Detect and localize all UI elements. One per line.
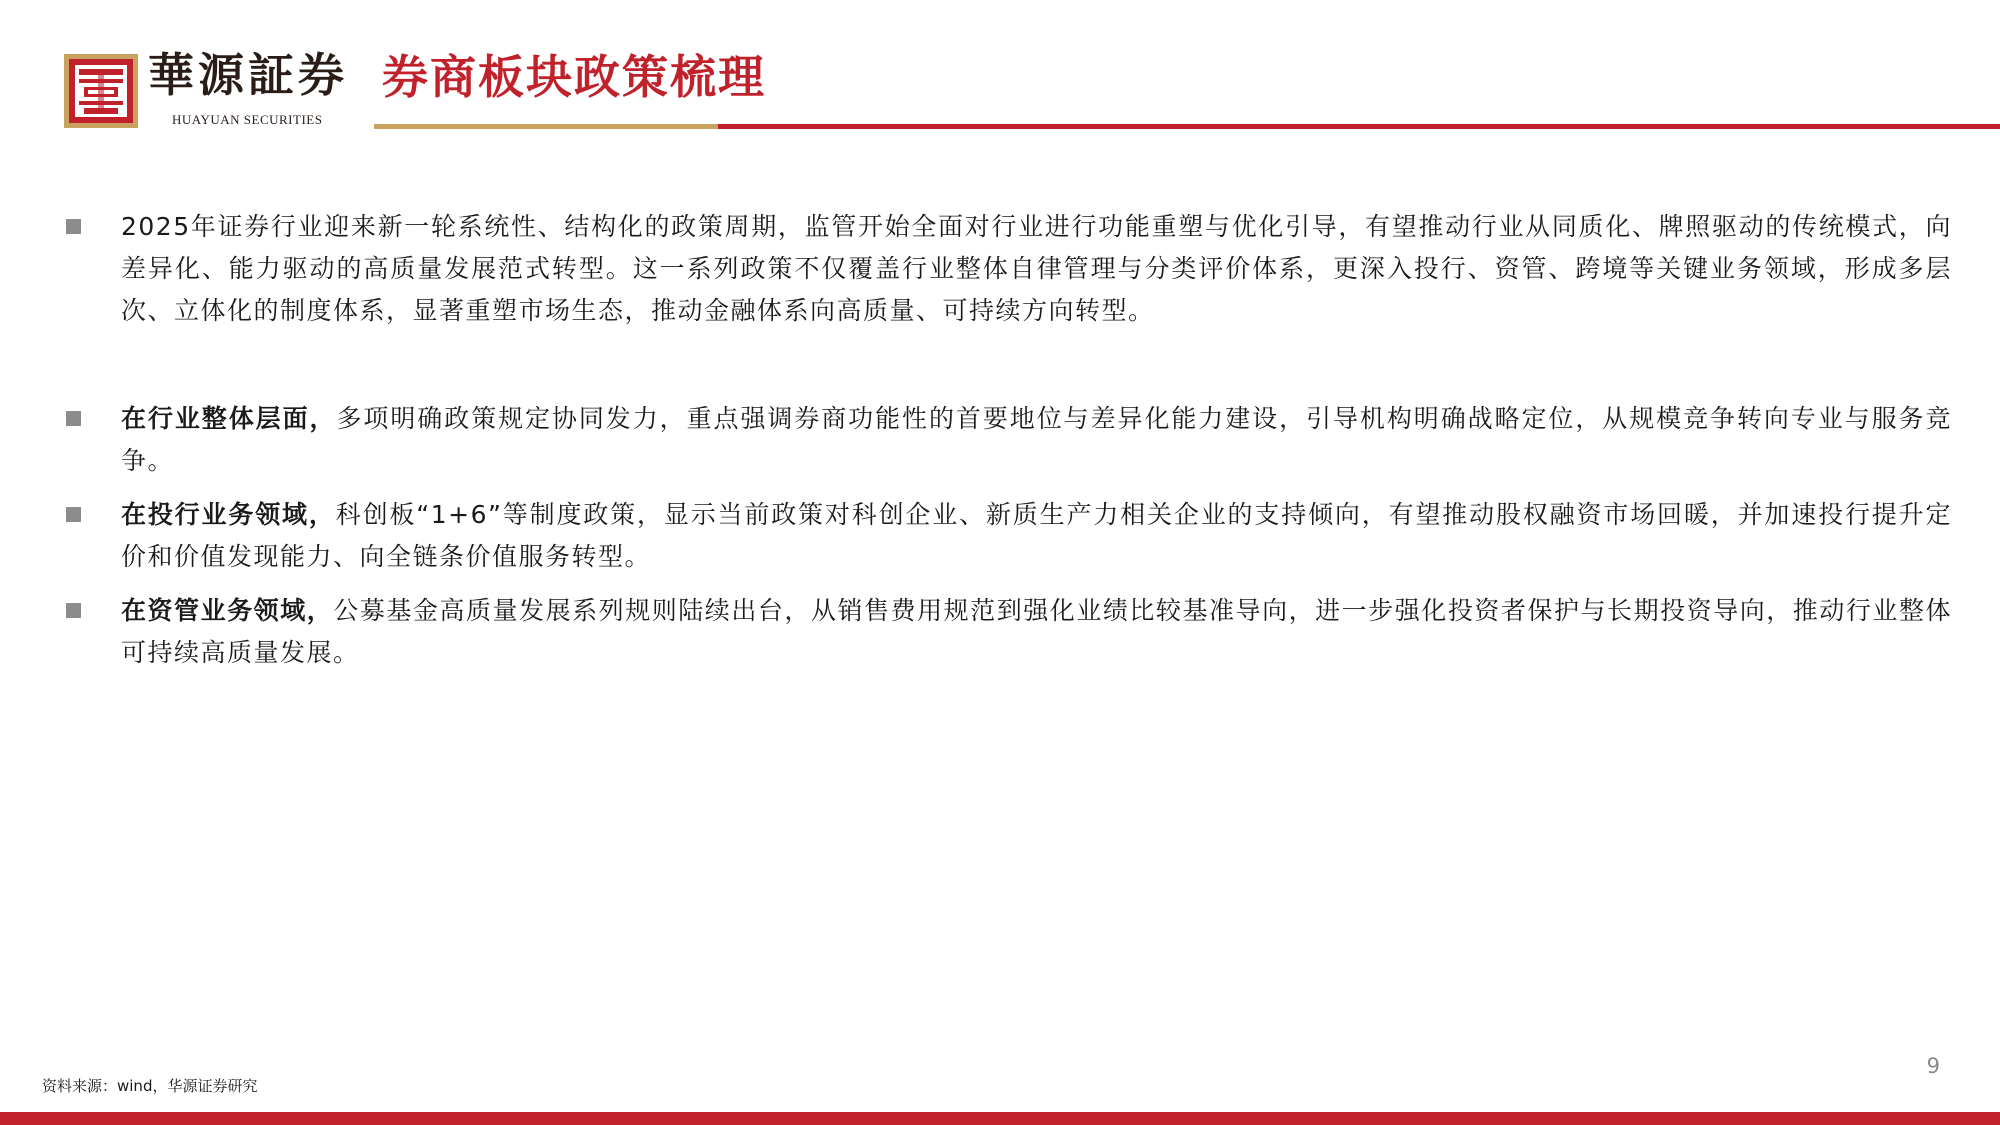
bullet-body: 公募基金高质量发展系列规则陆续出台，从销售费用规范到强化业绩比较基准导向，进一步强化投资者保护与长期投资导向，推动行业整体可持续高质量发展。: [121, 596, 1952, 667]
square-bullet-icon: [66, 411, 81, 426]
bullet-body: 科创板“1+6”等制度政策，显示当前政策对科创企业、新质生产力相关企业的支持倾向，有望推动股权融资市场回暖，并加速投行提升定价和价值发现能力、向全链条价值服务转型。: [121, 500, 1952, 571]
bullet-body: 多项明确政策规定协同发力，重点强调券商功能性的首要地位与差异化能力建设，引导机构明确战略定位，从规模竞争转向专业与服务竞争。: [121, 404, 1952, 475]
page-title: 券商板块政策梳理: [382, 50, 766, 104]
bullet-lead: 在投行业务领域，: [121, 500, 336, 529]
square-bullet-icon: [66, 507, 81, 522]
footer-bar: [0, 1112, 2000, 1125]
title-underline-red: [718, 124, 2000, 129]
huayuan-logo-icon: [64, 54, 138, 128]
page-number: 9: [1926, 1054, 1940, 1078]
bullet-lead: 在行业整体层面，: [121, 404, 337, 433]
bullet-text: [121, 398, 1952, 482]
bullet-item-asset-management: [66, 590, 1952, 674]
bullet-lead: 在资管业务领域，: [121, 596, 334, 625]
logo-text: 華源証券: [148, 48, 348, 102]
title-underline-gold: [374, 124, 718, 129]
source-note: 资料来源：wind，华源证券研究: [42, 1077, 258, 1095]
square-bullet-icon: [66, 219, 81, 234]
bullet-text: [121, 494, 1952, 578]
square-bullet-icon: [66, 603, 81, 618]
logo-subtext: HUAYUAN SECURITIES: [172, 112, 323, 127]
bullet-body: 2025年证券行业迎来新一轮系统性、结构化的政策周期，监管开始全面对行业进行功能重塑与优化引导，有望推动行业从同质化、牌照驱动的传统模式，向差异化、能力驱动的高质量发展范式转型。这一系列政策不仅覆盖行业整体自律管理与分类评价体系，更深入投行、资管、跨境等关键业务领域，形成多层次、立体化的制度体系，显著重塑市场生态，推动金融体系向高质量、可持续方向转型。: [121, 212, 1952, 325]
bullet-item-overview: [66, 206, 1952, 332]
bullet-text: [121, 590, 1952, 674]
bullet-text: [121, 206, 1952, 332]
bullet-item-investment-banking: [66, 494, 1952, 578]
bullet-item-industry: [66, 398, 1952, 482]
